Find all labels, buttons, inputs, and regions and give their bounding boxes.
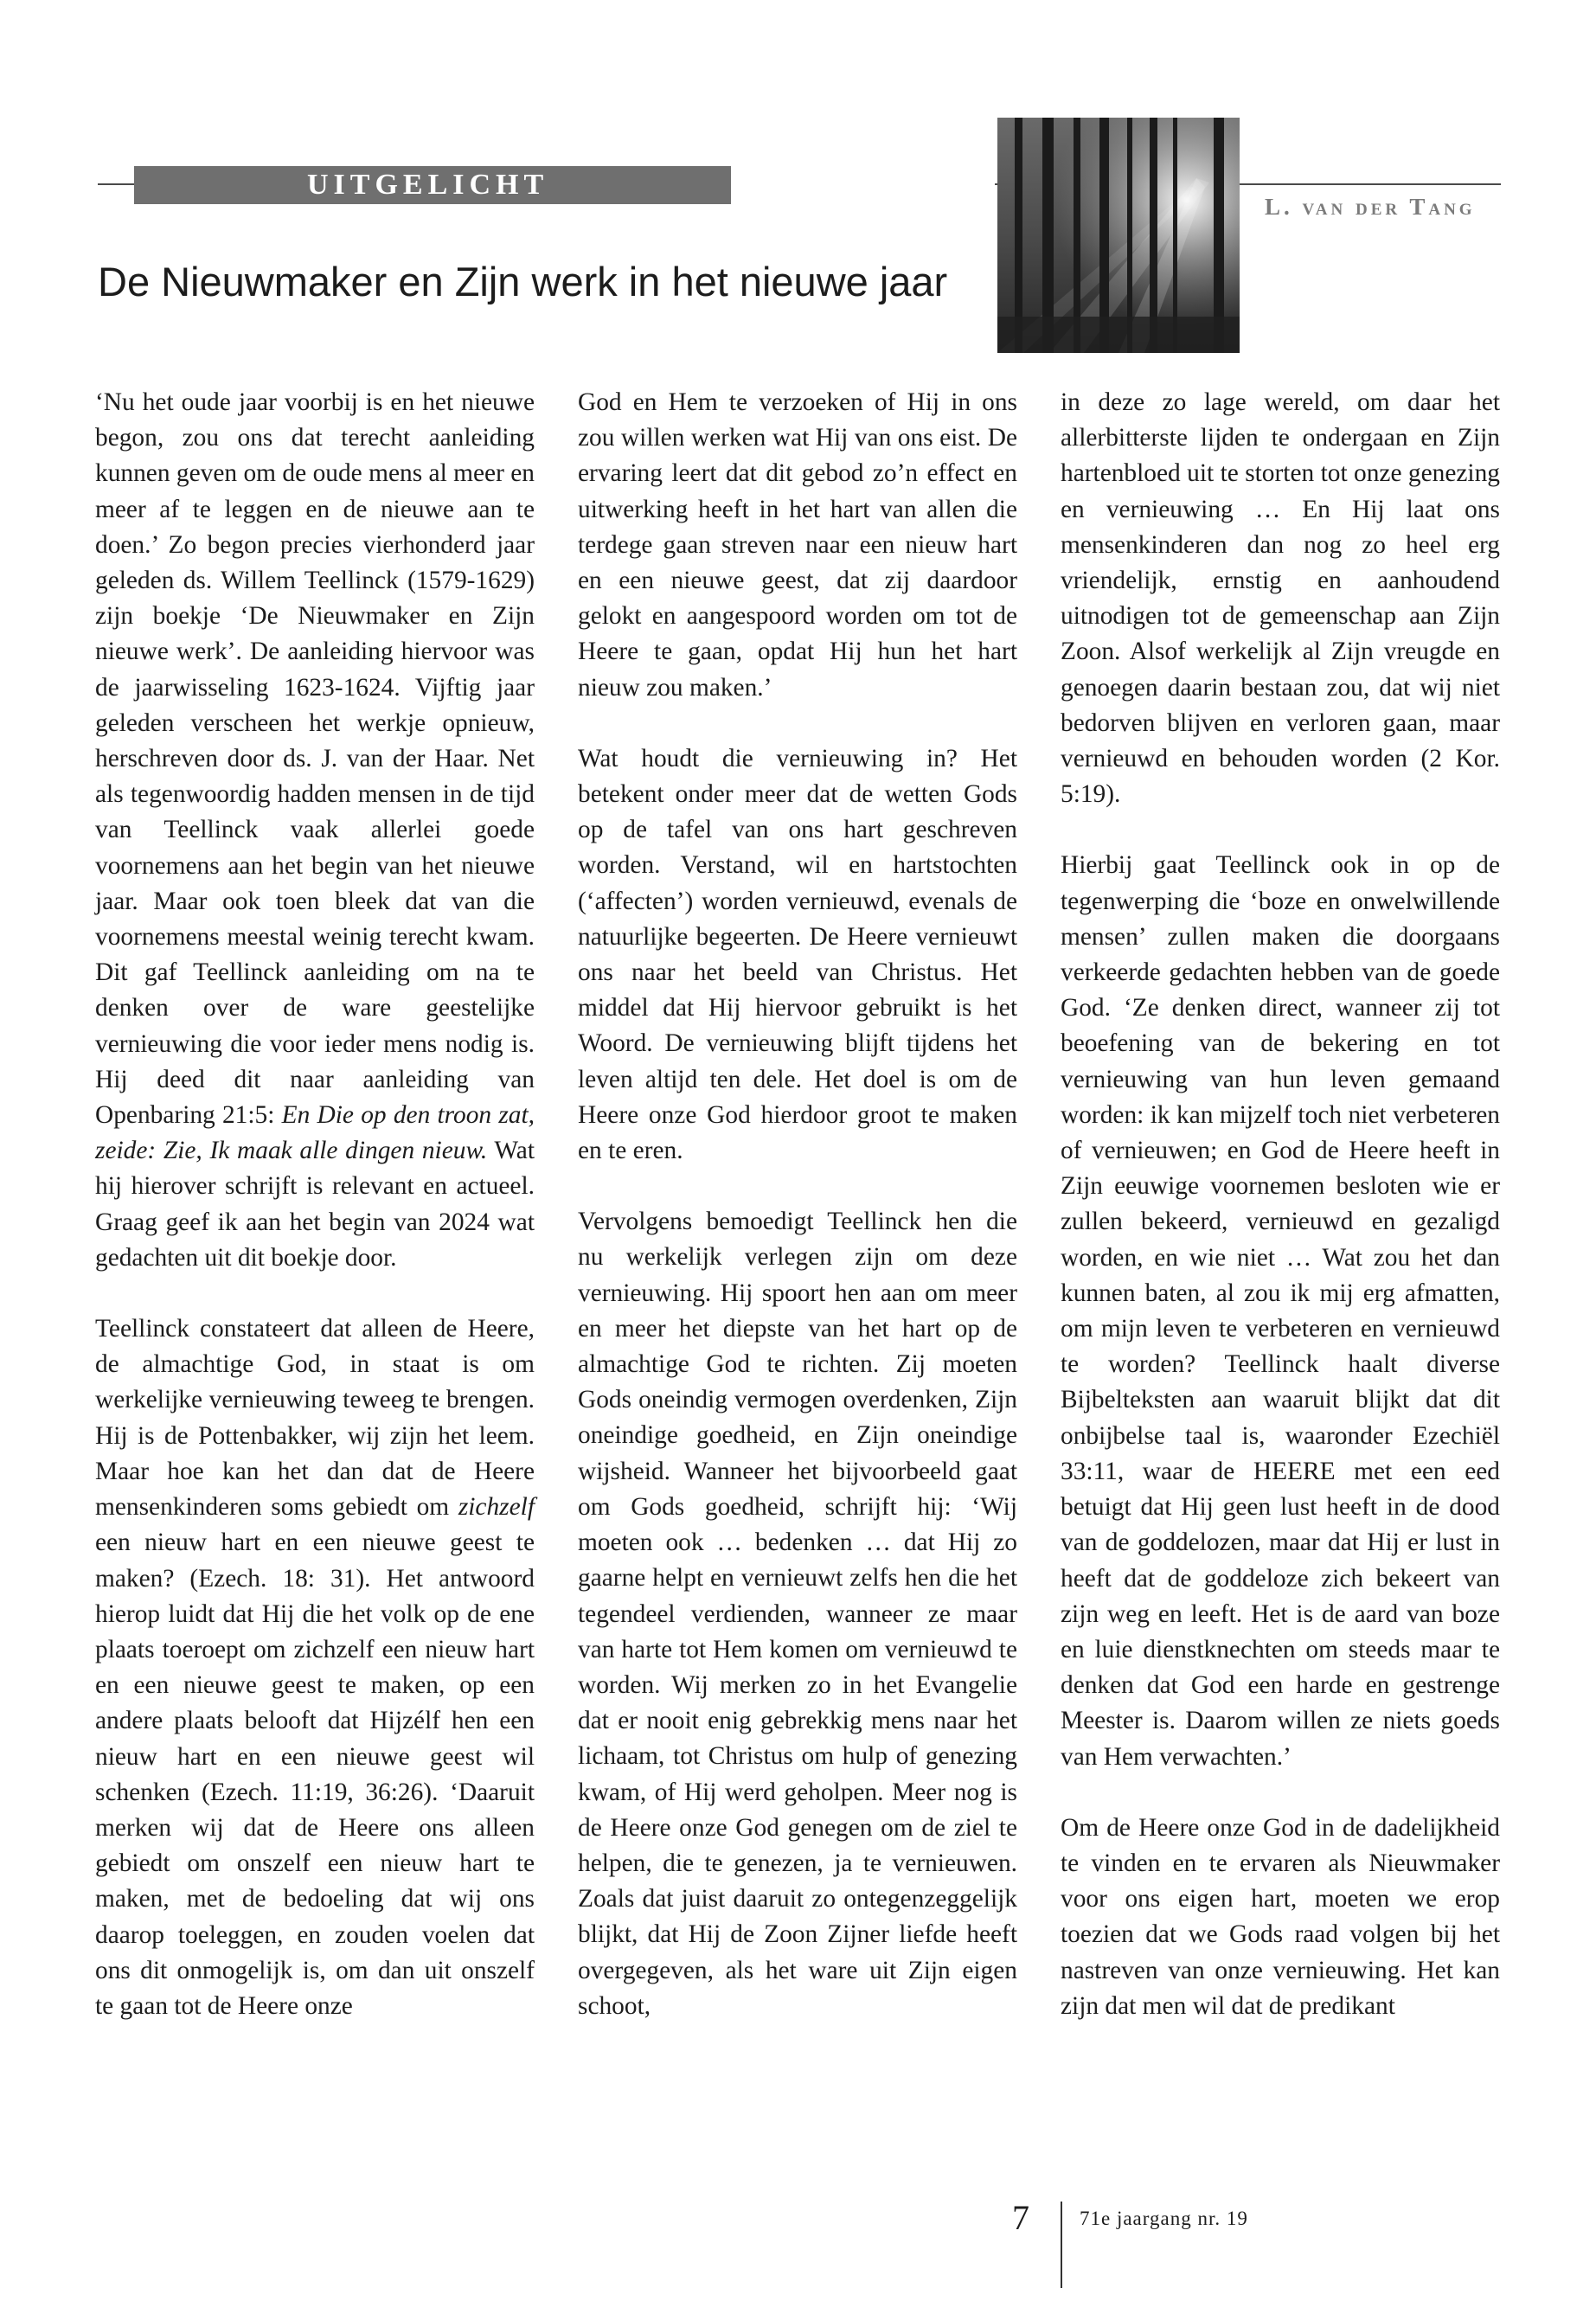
text-column-2	[578, 385, 1017, 2024]
text-column-3	[1061, 385, 1500, 2024]
header-rule-left	[98, 183, 134, 185]
paragraph: Hierbij gaat Teellinck ook in op de tegenwerping die ‘boze en onwelwillende mensen’ zullen maken die doorgaans verkeerde gedachten hebben van de goede God. ‘Ze denken direct, wanneer zij tot beoefening van de bekering en tot vernieuwing van hun leven gemaand worden: ik kan mijzelf toch niet verbeteren of vernieuwen; en God de Heere heeft in Zijn eeuwige voornemen besloten wie er zullen bekeerd, vernieuwd en gezaligd worden, en wie niet … Wat zou het dan kunnen baten, al zou ik mij erg afmatten, om mijn leven te verbeteren en vernieuwd te worden? Teellinck haalt diverse Bijbelteksten aan waaruit blijkt dat dit onbijbelse taal is, waaronder Ezechiël 33:11, waar de HEERE met een eed betuigt dat Hij geen lust heeft in de dood van de goddelozen, maar dat Hij er lust in heeft dat de goddeloze zich bekeert van zijn weg en leeft. Het is de aard van boze en luie dienstknechten om steeds maar te denken dat God een harde en gestrenge Meester is. Daarom willen ze niets goeds van Hem verwachten.’	[1061, 851, 1500, 1771]
paragraph: in deze zo lage wereld, om daar het allerbitterste lijden te ondergaan en Zijn hartenbloed uit te storten tot onze genezing en vernieuwing … En Hij laat ons mensenkinderen dan nog zo heel erg vriendelijk, ernstig en aanhoudend uitnodigen tot de gemeenschap aan Zijn Zoon. Alsof werkelijk al Zijn vreugde en genoegen daarin bestaan zou, dat wij niet bedorven blijven en verloren gaan, maar vernieuwd en behouden worden (2 Kor. 5:19).	[1061, 388, 1500, 809]
text-column-1	[95, 385, 535, 2024]
footer-divider	[1061, 2202, 1062, 2288]
paragraph: Teellinck constateert dat alleen de Heere, de almachtige God, in staat is om werkelijke vernieuwing teweeg te brengen. Hij is de Pottenbakker, wij zijn het leem. Maar hoe kan het dan dat de Heere mensenkinderen soms gebiedt om zichzelf een nieuw hart en een nieuwe geest te maken? (Ezech. 18: 31). Het antwoord hierop luidt dat Hij die het volk op de ene plaats toeroept om zichzelf een nieuw hart en een nieuwe geest te maken, op een andere plaats belooft dat Hijzélf hen een nieuw hart en een nieuwe geest wil schenken (Ezech. 11:19, 36:26). ‘Daaruit merken wij dat de Heere ons alleen gebiedt om onszelf een nieuw hart te maken, met de bedoeling dat wij ons daarop toeleggen, en zouden voelen dat ons dit onmogelijk is, om dan uit onszelf te gaan tot de Heere onze	[95, 1315, 535, 2020]
bible-quote: En Die op den troon zat, zeide: Zie, Ik maak alle dingen nieuw.	[95, 1101, 535, 1165]
paragraph: ‘Nu het oude jaar voorbij is en het nieuwe begon, zou ons dat terecht aanleiding kunnen geven om de oude mens al meer en meer af te leggen en de nieuwe aan te doen.’ Zo begon precies vierhonderd jaar geleden ds. Willem Teellinck (1579-1629) zijn boekje ‘De Nieuwmaker en Zijn nieuwe werk’. De aanleiding hiervoor was de jaarwisseling 1623-1624. Vijftig jaar geleden verscheen het werkje opnieuw, herschreven door ds. J. van der Haar. Net als tegenwoordig hadden mensen in de tijd van Teellinck vaak allerlei goede voornemens aan het begin van het nieuwe jaar. Maar ook toen bleek dat van die voornemens meestal weinig terecht kwam. Dit gaf Teellinck aanleiding om na te denken over de ware geestelijke vernieuwing die voor ieder mens nodig is. Hij deed dit naar aanleiding van Openbaring 21:5: En Die op den troon zat, zeide: Zie, Ik maak alle dingen nieuw. Wat hij hierover schrijft is relevant en actueel. Graag geef ik aan het begin van 2024 wat gedachten uit dit boekje door.	[95, 388, 535, 1272]
paragraph: Wat houdt die vernieuwing in? Het betekent onder meer dat de wetten Gods op de tafel van ons hart geschreven worden. Verstand, wil en hartstochten (‘affecten’) worden vernieuwd, evenals de natuurlijke begeerten. De Heere vernieuwt ons naar het beeld van Christus. Het middel dat Hij hiervoor gebruikt is het Woord. De vernieuwing blijft tijdens het leven altijd ten dele. Het doel is om de Heere onze God hierdoor groot te maken en te eren.	[578, 744, 1017, 1165]
paragraph: Om de Heere onze God in de dadelijkheid te vinden en te ervaren als Nieuwmaker voor ons eigen hart, moeten we erop toezien dat we Gods raad volgen bij het nastreven van onze vernieuwing. Het kan zijn dat men wil dat de predikant	[1061, 1813, 1500, 2020]
author-name: L. van der Tang	[1265, 194, 1476, 220]
emphasis: zichzelf	[458, 1493, 535, 1522]
page-number: 7	[1012, 2198, 1029, 2237]
section-label-bar	[134, 166, 731, 204]
forest-sunrays-photo	[997, 118, 1240, 353]
article-title: De Nieuwmaker en Zijn werk in het nieuwe jaar	[98, 259, 948, 304]
paragraph: God en Hem te verzoeken of Hij in ons zou willen werken wat Hij van ons eist. De ervaring leert dat dit gebod zo’n effect en uitwerking heeft in het hart van allen die terdege gaan streven naar een nieuw hart en een nieuwe geest, dat zij daardoor gelokt en aangespoord worden om tot de Heere te gaan, opdat Hij hun het hart nieuw zou maken.’	[578, 388, 1017, 702]
issue-info: 71e jaargang nr. 19	[1080, 2208, 1248, 2229]
paragraph: Vervolgens bemoedigt Teellinck hen die nu werkelijk verlegen zijn om deze vernieuwing. Hij spoort hen aan om meer en meer het diepste van het hart op de almachtige God te richten. Zij moeten Gods oneindig vermogen overdenken, Zijn oneindige goedheid, en Zijn oneindige wijsheid. Wanneer het bijvoorbeeld gaat om Gods goedheid, schrijft hij: ‘Wij moeten ook … bedenken … dat Hij zo gaarne helpt en vernieuwt zelfs hen die het tegendeel verdienden, wanneer ze maar van harte tot Hem komen om vernieuwd te worden. Wij merken zo in het Evangelie dat er nooit enig gebrekkig mens naar het lichaam, tot Christus om hulp of genezing kwam, of Hij werd geholpen. Meer nog is de Heere onze God genegen om de ziel te helpen, die te genezen, ja te vernieuwen. Zoals dat juist daaruit zo ontegenzeggelijk blijkt, dat Hij de Zoon Zijner liefde heeft overgegeven, als het ware uit Zijn eigen schoot,	[578, 1208, 1017, 2020]
section-label: UITGELICHT	[307, 169, 549, 201]
